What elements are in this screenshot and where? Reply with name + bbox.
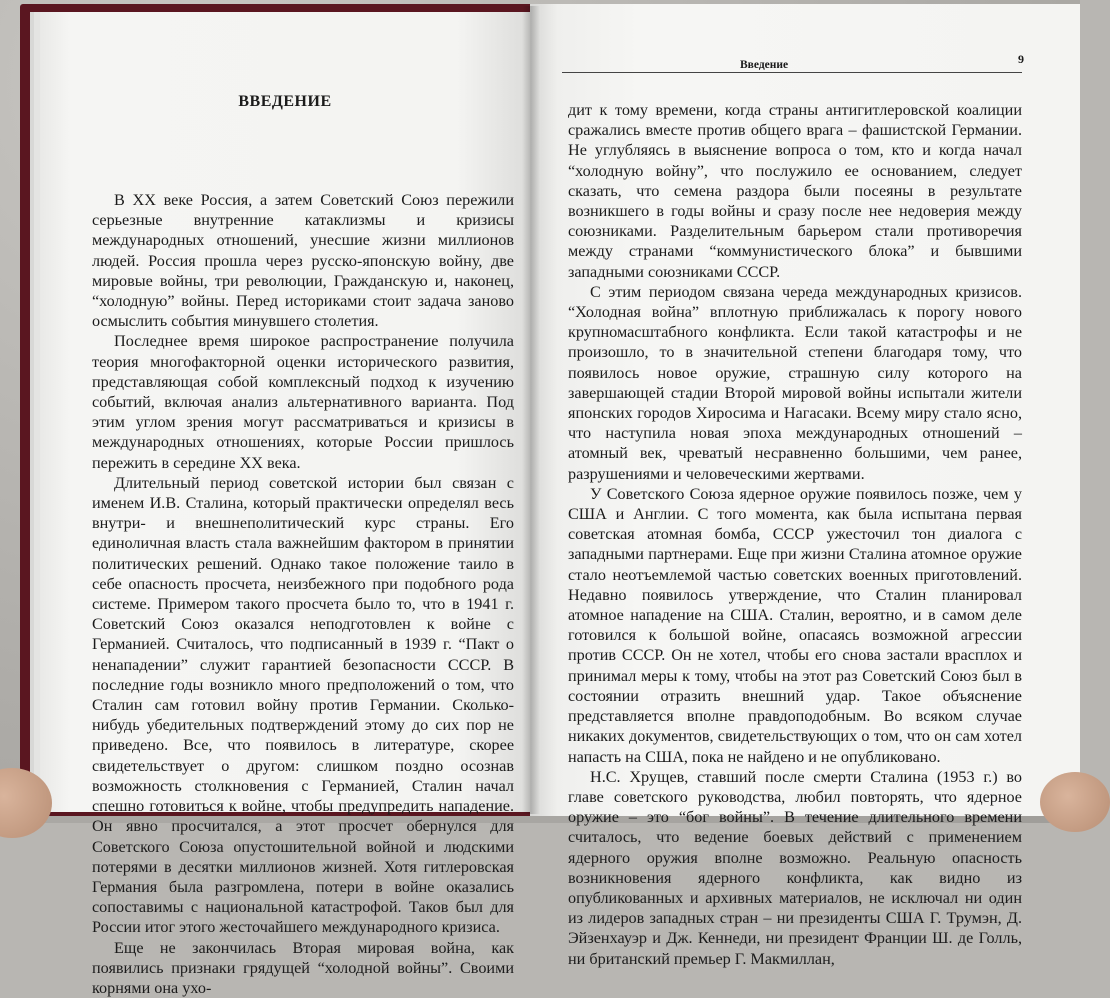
right-thumb xyxy=(1040,772,1110,832)
paragraph: Еще не закончилась Вторая мировая война, как появились признаки грядущей “холодной войны”. Своими корнями она ухо- xyxy=(92,938,514,997)
paragraph: У Советского Союза ядерное оружие появилось позже, чем у США и Англии. С того момента, как была испытана первая советская атомная бомба, СССР ужесточил тон диалога с западными партнерами. Еще при жизни Сталина атомное оружие стало неотъемлемой частью советских военных приготовлений. Недавно появилось утверждение, что Сталин планировал атомное нападение на США. Сталин, вероятно, и в самом деле готовился к большой войне, опасаясь возможной агрессии против СССР. Он не хотел, чтобы его снова застали врасплох и принимал меры к тому, чтобы на этот раз Советский Союз был в состоянии отразить внешний удар. Такое объяснение представляется вполне правдоподобным. Во всяком случае никаких документов, свидетельствующих о том, что он сам хотел напасть на США, пока не найдено и не опубликовано. xyxy=(568,484,1022,766)
paragraph: Длительный период советской истории был связан с именем И.В. Сталина, который практически определял весь внутри- и внешнеполитический курс страны. Его единоличная власть стала важнейшим фактором в принятии политических решений. Однако такое положение таило в себе опасность просчета, неизбежного при подобного рода системе. Примером такого просчета было то, что в 1941 г. Советский Союз оказался неподготовлен к войне с Германией. Считалось, что подписанный в 1939 г. “Пакт о ненападении” служит гарантией безопасности СССР. В последние годы возникло много предположений о том, что Сталин сам готовил войну против Германии. Сколько-нибудь убедительных подтверждений этому до сих пор не приведено. Все, что появилось в литературе, скорее свидетельствует о другом: слишком поздно осознав возможность столкновения с Германией, Сталин начал спешно готовиться к войне, чтобы предупредить нападение. Он явно просчитался, а этот просчет обернулся для Советского Союза опустошительной войной и людскими потерями в десятки миллионов жизней. Хотя гитлеровская Германия была разгромлена, потери в войне оказались сопоставимы с национальной катастрофой. Таков был для России итог этого жесточайшего международного кризиса. xyxy=(92,473,514,937)
paragraph: Н.С. Хрущев, ставший после смерти Сталина (1953 г.) во главе советского руководства, любил повторять, что ядерное оружие – это “бог войны”. В течение длительного времени считалось, что ведение боевых действий с применением ядерного оружия вполне возможно. Реальную опасность возникновения ядерного конфликта, как видно из опубликованных и архивных материалов, не исключал ни один из лидеров западных стран – ни президенты США Г. Трумэн, Д. Эйзенхауэр и Дж. Кеннеди, ни президент Франции Ш. де Голль, ни британский премьер Г. Макмиллан, xyxy=(568,767,1022,968)
right-page-text xyxy=(568,100,1022,969)
paragraph: С этим периодом связана череда международных кризисов. “Холодная война” вплотную приближалась к порогу нового крупномасштабного конфликта. Если такой катастрофы и не произошло, то в значительной степени благодаря тому, что появилось новое оружие, страшную силу которого на завершающей стадии Второй мировой войны испытали жители японских городов Хиросима и Нагасаки. Всему миру стало ясно, что наступила новая эпоха международных отношений – атомный век, чреватый несравненно большими, чем ранее, разрушениями и человеческими жертвами. xyxy=(568,282,1022,483)
chapter-title: ВВЕДЕНИЕ xyxy=(238,93,332,110)
paragraph: В XX веке Россия, а затем Советский Союз пережили серьезные внутренние катаклизмы и кризисы международных отношений, унесшие жизни миллионов людей. Россия прошла через русско-японскую войну, две мировые войны, три революции, Гражданскую и, наконец, “холодную” войны. Перед историками стоит задача заново осмыслить события минувшего столетия. xyxy=(92,191,514,331)
paragraph: дит к тому времени, когда страны антигитлеровской коалиции сражались вместе против общего врага – фашистской Германии. Не углубляясь в выяснение вопроса о том, кто и когда начал “холодную войну”, что послужило ее основанием, следует сказать, что семена раздора были посеяны в результате возникшего в годы войны и сразу после нее недоверия между союзниками. Разделительным барьером стали противоречия между странами “коммунистического блока” и бывшими западными союзниками СССР. xyxy=(568,101,1022,281)
book-gutter-shadow xyxy=(522,6,540,814)
running-head xyxy=(562,52,1022,73)
page-number: 9 xyxy=(1018,52,1024,66)
left-page xyxy=(40,12,530,997)
running-head-title: Введение xyxy=(740,59,789,71)
paragraph: Последнее время широкое распространение получила теория многофакторной оценки исторического развития, представляющая собой комплексный подход к изучению событий, включая анализ альтернативного варианта. Под этим углом зрения могут рассматриваться и кризисы в международных отношениях, которые России пришлось пережить в середине XX века. xyxy=(92,332,514,472)
left-page-text xyxy=(92,190,514,998)
right-page xyxy=(530,4,1080,968)
